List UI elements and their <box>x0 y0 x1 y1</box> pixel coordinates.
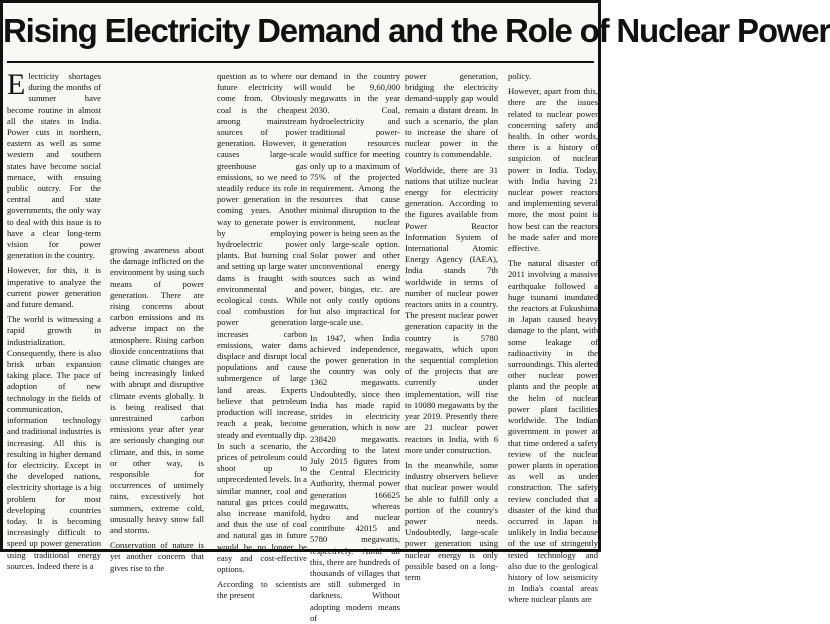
drop-cap: E <box>7 68 26 101</box>
paragraph: Worldwide, there are 31 nations that utilize nuclear energy for electricity generation. According to the figures available from Power Reactor Information System of International Atomic Energy Agency (IAEA), India stands 7th worldwide in terms of number of nuclear power reactors units in a country. The present nuclear power generation capacity in the country is 5780 megawatts, which upon the sequential completion of the projects that are currently under implementation, will rise to 10080 megawatts by the year 2019. Presently there are 21 nuclear power reactors in India, with 6 more under construction. <box>405 164 498 455</box>
article-column-6 <box>508 71 598 605</box>
paragraph: The natural disaster of 2011 involving a massive earthquake followed a huge tsunami inundated the reactors at Fukushima in Japan caused heavy damage to the plant, with some leakage of radioactivity in the surroundings. This alerted other nuclear power plants and the people at the helm of nuclear power plant facilities worldwide. The Indian government in power at that time ordered a safety review of the nuclear power plants in operation as well as under construction. The safety review concluded that a disaster of the kind that occurred in Japan is unlikely in India because of the use of stringently tested technology and also due to the geological history of low seismicity in India's coastal areas where nuclear plants are <box>508 258 598 605</box>
article-column-5 <box>405 71 498 582</box>
paragraph: The world is witnessing a rapid growth in industrialization. Consequently, there is also brisk urban expansion taking place. The pace of adoption of new technology in the fields of communication, information technology and traditional industries is increasing. All this is resulting in higher demand for electricity. Except in the developed nations, electricity shortage is a big problem for most developing countries today. It is becoming increasingly difficult to speed up power generation using traditional energy sources. Indeed there is a <box>7 314 101 571</box>
paragraph: However, for this, it is imperative to analyze the current power generation and future demand. <box>7 265 101 310</box>
article-column-3 <box>217 71 307 601</box>
article-column-1 <box>7 68 101 571</box>
headline: Rising Electricity Demand and the Role of Nuclear Power <box>3 12 830 49</box>
paragraph: In the meanwhile, some industry observers believe that nuclear power would be able to fulfill only a portion of the country's power needs. Undoubtedly, large-scale power generation using nuclear energy is only possible based on a long-term <box>405 459 498 582</box>
paragraph: question as to where our future electricity will come from. Obviously coal is the cheapest among mainstream sources of power generation. However, it causes large-scale greenhouse gas emissions, so we need to steadily reduce its role in power generation in the coming years. Another way to generate power is by employing hydroelectric power plants. But burning coal and setting up large water dams is fraught with environmental and ecological costs. While coal combustion for power generation increases carbon emissions, water dams displace and disrupt local populations and cause submergence of large land areas. Experts believe that petroleum production will increase, reach a peak, become steady and eventually dip. In such a scenario, the prices of petroleum could shoot up to unprecedented levels. In a similar manner, coal and natural gas prices could also increase manifold, and thus the use of coal and natural gas in future would be no longer be easy and cost-effective options. <box>217 71 307 574</box>
paragraph: demand in the country would be 9,60,000 megawatts in the year 2030. Coal, hydroelectricity and traditional power-generation resources would suffice for meeting only up to a maximum of 75% of the projected requirement. Among the resources that cause minimal disruption to the environment, nuclear power is being seen as the only large-scale option. Solar power and other unconventional energy sources such as wind power, biogas, etc. are not only costly options but also impractical for large-scale use. <box>310 71 400 328</box>
paragraph: Conservation of nature is yet another concern that gives rise to the <box>110 540 204 573</box>
headline-rule <box>7 61 594 63</box>
paragraph: policy. <box>508 71 532 81</box>
article-column-2 <box>110 245 204 573</box>
paragraph: growing awareness about the damage inflicted on the environment by using such means of power generation. There are rising concerns about carbon emissions and its adverse impact on the atmosphere. Rising carbon dioxide concentrations that cause climatic changes are being increasingly linked with abrupt and disruptive climate events globally. It is being realised that unrestrained carbon emissions year after year are seriously changing our climate, and this, in some or other way, is responsible for occurrences of untimely rains, excessively hot summers, extreme cold, unusually heavy snow fall and storms. <box>110 245 204 536</box>
paragraph: However, apart from this, there are the issues related to nuclear power concerning safety and health. In other words, there is a history of suspicion of nuclear power in India. Today, with India having 21 nuclear power reactors and implementing several more, the most point is how best can the reactors be made safer and more effective. <box>508 86 598 254</box>
paragraph <box>7 68 101 261</box>
paragraph: power generation, bridging the electricity demand-supply gap would remain a distant dream. In such a scenario, the plan to increase the share of nuclear power in the country is commendable. <box>405 71 498 160</box>
paragraph: In 1947, when India achieved independence, the power generation in the country was only 1362 megawatts. Undoubtedly, since then India has made rapid strides in electricity generation, which is now 238420 megawatts. According to the latest July 2015 figures from the Central Electricity Authority, thermal power generation 166625 megawatts, whereas hydro and nuclear contribute 42015 and 5780 megawatts, respectively. Amid all this, there are hundreds of thousands of villages that are still submerged in darkness. Without adopting modern means of <box>310 332 400 623</box>
article-column-4 <box>310 71 400 623</box>
paragraph-text: lectricity shortages during the months of summer have become routine in almost all the states in India. Power cuts in northern, eastern as well as some western and southern states have become social menace, with ensuing public outcry. For the central and state governments, the only way to deal with this issue is to have a clear long-term vision for power generation in the country. <box>7 71 101 261</box>
paragraph: According to scientists the present <box>217 579 307 601</box>
